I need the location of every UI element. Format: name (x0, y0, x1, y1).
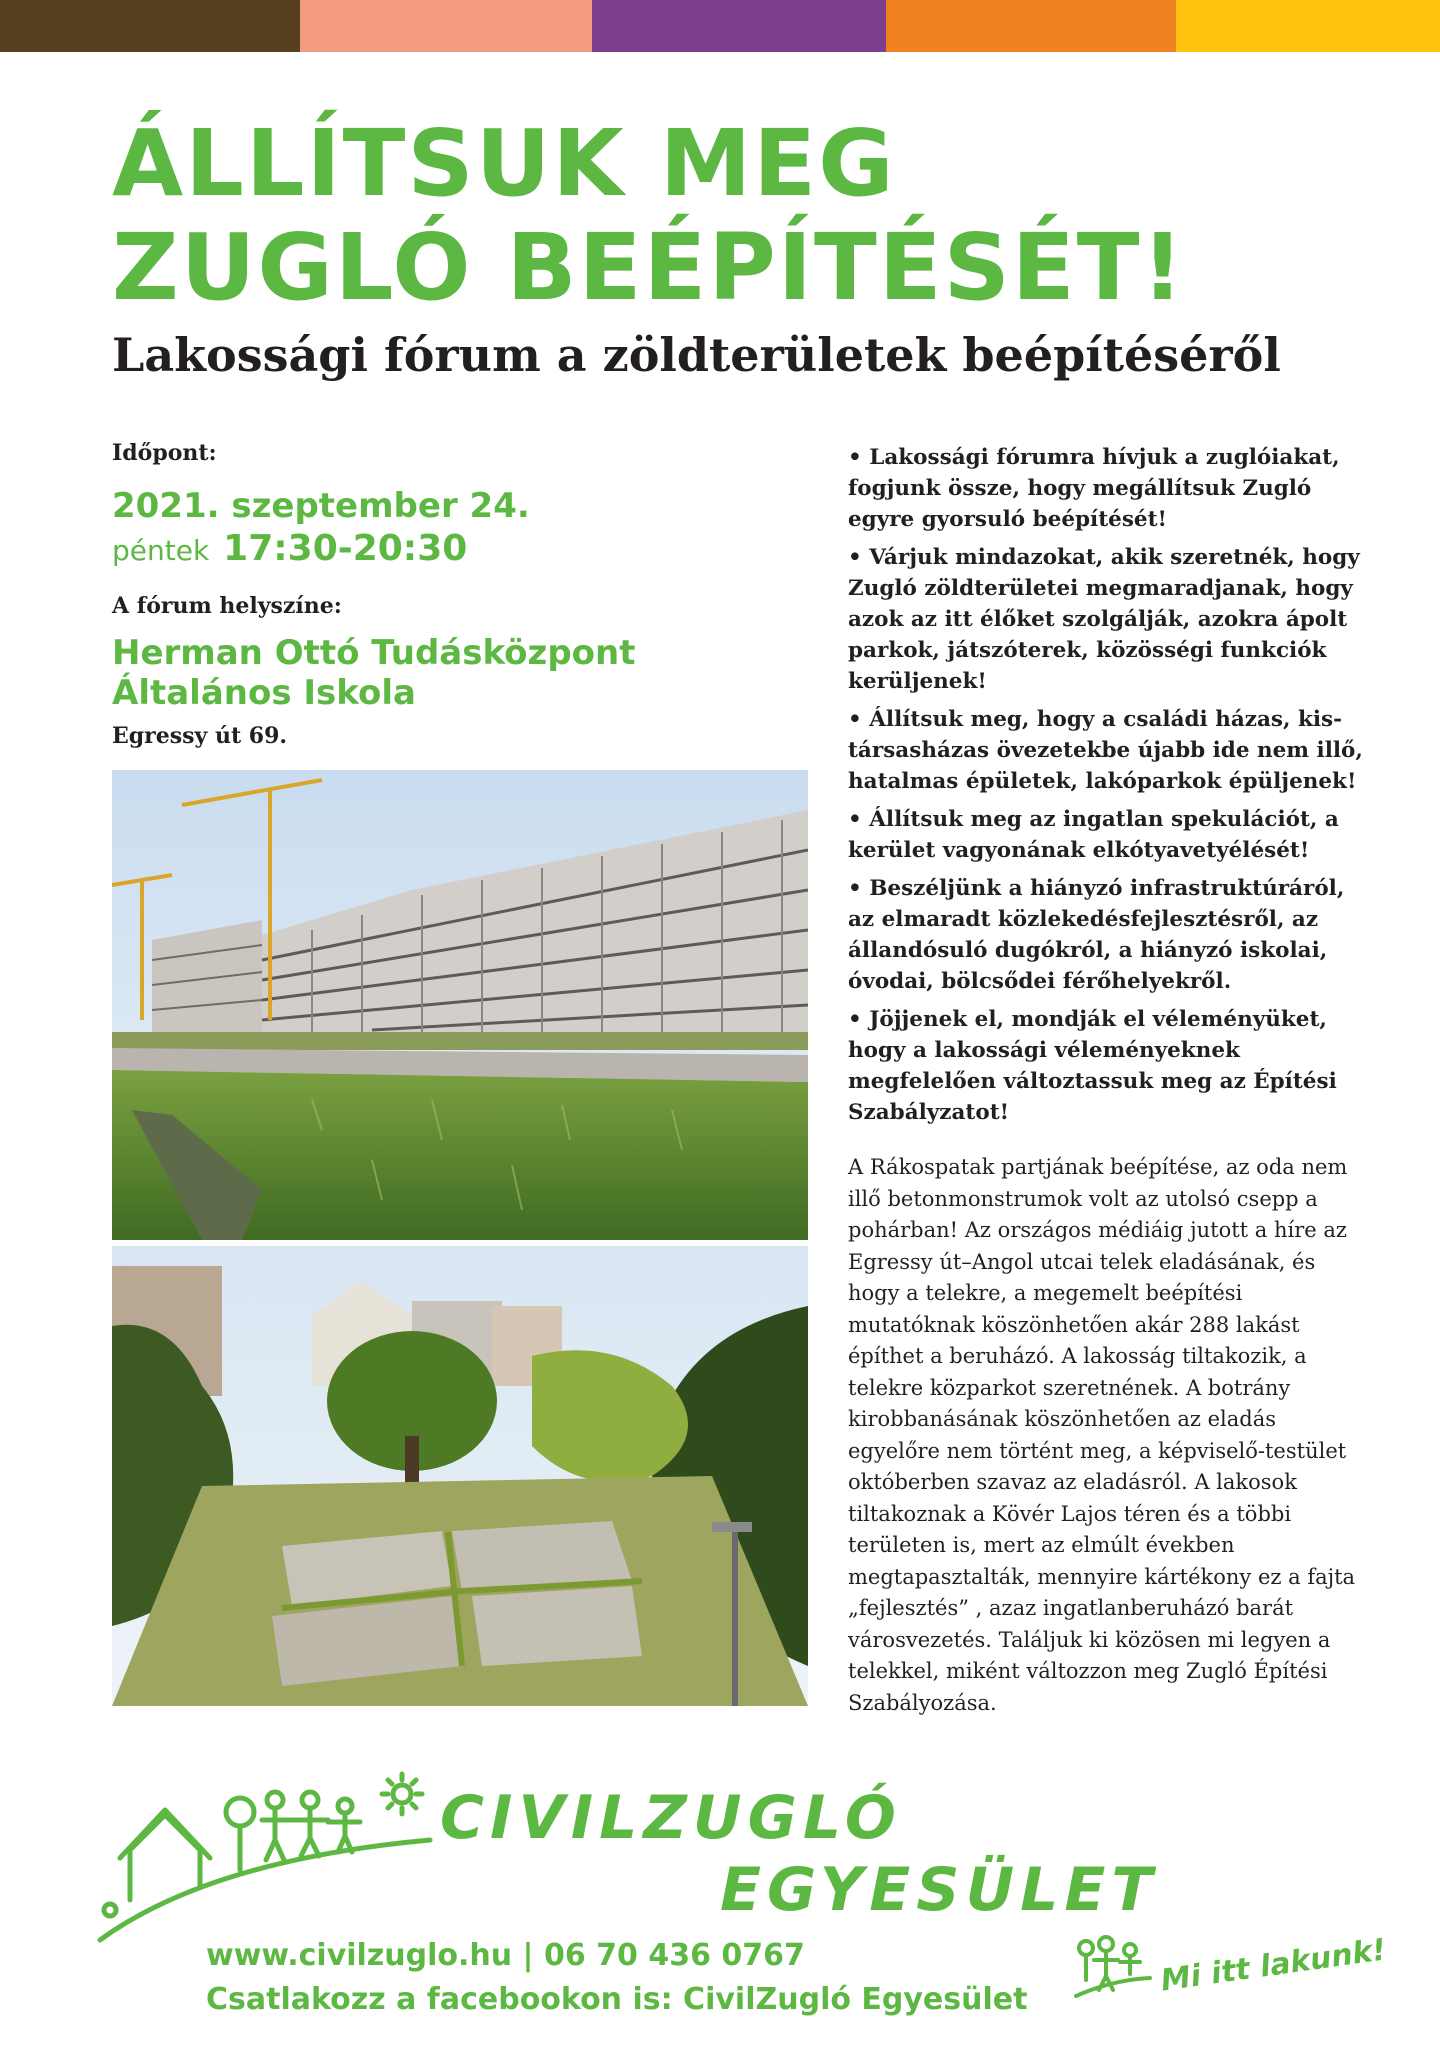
top-color-bar (0, 0, 1440, 52)
color-bar-yellow (1176, 0, 1440, 52)
event-time-row (112, 528, 812, 569)
contact-info (206, 1934, 1027, 2022)
poster-title (112, 112, 1185, 320)
event-time: 17:30-20:30 (223, 528, 468, 569)
venue-name-line-1: Herman Ottó Tudásközpont (112, 633, 636, 673)
title-line-1: ÁLLÍTSUK MEG (112, 110, 896, 217)
bullet-item: • Várjuk mindazokat, akik szeretnék, hogy Zugló zöldterületei megmaradjanak, hogy azok az itt élőket szolgálják, azokra ápolt parkok, játszóterek, közösségi funkciók kerüljenek! (848, 545, 1360, 694)
slogan-block (1072, 1930, 1387, 2000)
venue-label: A fórum helyszíne: (112, 593, 342, 619)
org-name-line-1: CIVILZUGLÓ (440, 1783, 902, 1853)
color-bar-orange (886, 0, 1176, 52)
bullet-item: • Állítsuk meg az ingatlan spekulációt, a kerület vagyonának elkótyavetyélését! (848, 807, 1339, 863)
event-date: 2021. szeptember 24. (112, 486, 530, 526)
venue-name-line-2: Általános Iskola (112, 673, 416, 713)
slogan-text: Mi itt lakunk! (1158, 1931, 1389, 1999)
venue-address: Egressy út 69. (112, 723, 288, 749)
color-bar-salmon (300, 0, 592, 52)
title-line-2: ZUGLÓ BEÉPÍTÉSÉT! (112, 214, 1186, 321)
people-figures-icon (1072, 1930, 1152, 2000)
bullet-item: • Jöjjenek el, mondják el véleményüket, hogy a lakossági véleményeknek megfelelően változtassuk meg az Építési Szabályzatot! (848, 1007, 1337, 1125)
date-label: Időpont: (112, 440, 217, 466)
bullet-item: • Lakossági fórumra hívjuk a zuglóiakat, fogjunk össze, hogy megállítsuk Zugló egyre gyorsuló beépítését! (848, 445, 1340, 532)
color-bar-brown (0, 0, 300, 52)
color-bar-purple (592, 0, 886, 52)
contact-line[interactable]: www.civilzuglo.hu | 06 70 436 0767 (206, 1938, 805, 1973)
family-house-sun-logo-icon (90, 1770, 450, 1950)
org-name-line-2: EGYESÜLET (720, 1855, 1159, 1925)
photo-construction-site (112, 770, 808, 1240)
bullet-item: • Állítsuk meg, hogy a családi házas, kis-társasházas övezetekbe újabb ide nem illő, hatalmas épületek, lakóparkok épüljenek! (848, 707, 1363, 794)
facebook-line[interactable]: Csatlakozz a facebookon is: CivilZugló Egyesület (206, 1982, 1028, 2017)
organization-name (440, 1783, 1159, 1925)
bullet-list (848, 442, 1368, 1135)
photo-empty-plot (112, 1246, 808, 1706)
bullet-item: • Beszéljünk a hiányzó infrastruktúráról, az elmaradt közlekedésfejlesztésről, az állandósuló dugókról, a hiányzó iskolai, óvodai, bölcsődei férőhelyekről. (848, 876, 1345, 994)
poster-subtitle: Lakossági fórum a zöldterületek beépítéséről (112, 328, 1281, 382)
event-day: péntek (112, 534, 210, 567)
event-info (112, 440, 812, 749)
body-paragraph: A Rákospatak partjának beépítése, az oda nem illő betonmonstrumok volt az utolsó csepp a pohárban! Az országos médiáig jutott a híre az Egressy út–Angol utcai telek eladásának, és hogy a telekre, a megemelt beépítési mutatóknak köszönhetően akár 288 lakást építhet a beruházó. A lakosság tiltakozik, a telekre közparkot szeretnének. A botrány kirobbanásának köszönhetően az eladás egyelőre nem történt meg, a képviselő-testület októberben szavaz az eladásról. A lakosok tiltakoznak a Kövér Lajos téren és a többi területen is, mert az elmúlt években megtapasztalták, mennyire kártékony ez a fajta „fejlesztés” , azaz ingatlanberuházó barát városvezetés. Találjuk ki közösen mi legyen a telekkel, miként változzon meg Zugló Építési Szabályozása. (848, 1155, 1356, 1715)
